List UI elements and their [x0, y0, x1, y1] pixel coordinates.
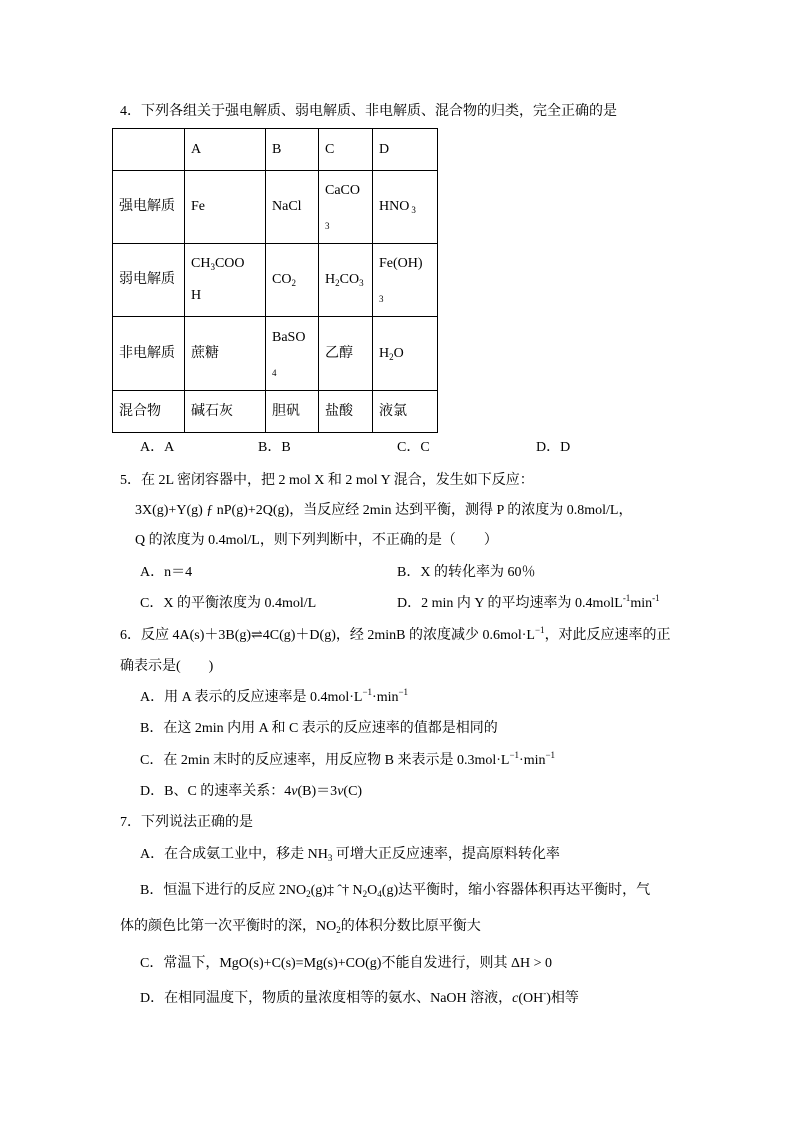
- text-segment: D．在相同温度下，物质的量浓度相等的氨水、NaOH 溶液，: [140, 991, 513, 1006]
- q7-option-c: C．常温下，MgO(s)+C(s)=Mg(s)+CO(g)不能自发进行，则其 ΔH > 0: [140, 956, 552, 971]
- q6-option-a: [140, 688, 408, 708]
- formula-subscript: 3: [379, 294, 384, 304]
- superscript: -1: [652, 593, 660, 603]
- cell-strong-d: [373, 171, 438, 244]
- formula-text: H: [325, 272, 336, 287]
- formula-text: 乙醇: [325, 345, 353, 361]
- row-label-non-electrolyte: 非电解质: [113, 317, 185, 391]
- superscript: −1: [545, 750, 556, 760]
- formula-text: 蔗糖: [191, 345, 219, 361]
- q6-option-b: B．在这 2min 内用 A 和 C 表示的反应速率的值都是相同的: [140, 721, 498, 736]
- formula-text: 胆矾: [272, 403, 300, 419]
- superscript: -: [543, 988, 547, 998]
- q5-stem-line2: 3X(g)+Y(g) ƒ nP(g)+2Q(g)，当反应经 2min 达到平衡，测得 P 的浓度为 0.8mol/L，: [135, 503, 633, 518]
- cell-mix-b: [266, 391, 319, 433]
- q7-option-b-line1: [140, 881, 650, 901]
- q5-stem-line3: Q 的浓度为 0.4mol/L，则下列判断中，不正确的是（ ）: [135, 533, 498, 548]
- text-segment: (C): [343, 784, 363, 799]
- formula-text: CH: [191, 256, 211, 271]
- cell-weak-b: [266, 244, 319, 317]
- q6-stem-line1: [120, 626, 671, 646]
- text-segment: 体的颜色比第一次平衡时的深，NO: [120, 919, 337, 934]
- subscript: 2: [362, 889, 368, 899]
- q6-option-d: [140, 782, 362, 802]
- table-row-weak-electrolyte: [113, 244, 438, 317]
- q5-option-a: A．n＝4: [140, 565, 193, 580]
- cell-strong-a: [185, 171, 266, 244]
- superscript: −1: [534, 625, 545, 635]
- row-label-weak-electrolyte: 弱电解质: [113, 244, 185, 317]
- q4-option-b: B．B: [258, 440, 291, 455]
- text-segment: (g)‡ ˆ† N: [310, 883, 363, 898]
- formula-text: 液氯: [379, 403, 407, 419]
- formula-subscript: 3: [359, 278, 364, 288]
- q7-option-a: [140, 845, 560, 865]
- italic-variable: v: [291, 784, 298, 799]
- formula-subscript: 3: [411, 205, 416, 215]
- row-label-strong-electrolyte: 强电解质: [113, 171, 185, 244]
- formula-text: 盐酸: [325, 403, 353, 419]
- cell-weak-d: [373, 244, 438, 317]
- table-row-non-electrolyte: [113, 317, 438, 391]
- q7-option-d: [140, 989, 579, 1009]
- table-header-d: D: [373, 129, 438, 171]
- table-row-mixture: [113, 391, 438, 433]
- cell-mix-c: [319, 391, 373, 433]
- cell-non-d: [373, 317, 438, 391]
- cell-non-b: [266, 317, 319, 391]
- cell-weak-a: [185, 244, 266, 317]
- text-segment: min: [630, 596, 653, 611]
- text-segment: (g)达平衡时，缩小容器体积再达平衡时，气: [381, 883, 651, 898]
- text-segment: A．在合成氨工业中，移走 NH: [140, 847, 328, 862]
- formula-text: CO: [339, 272, 360, 287]
- subscript: 2: [306, 889, 311, 899]
- formula-text: O: [393, 345, 404, 361]
- cell-non-a: [185, 317, 266, 391]
- formula-subscript: 3: [325, 221, 330, 231]
- superscript: -1: [622, 593, 631, 603]
- table-header-c: C: [319, 129, 373, 171]
- text-segment: )相等: [546, 991, 579, 1006]
- formula-text: H: [191, 288, 202, 303]
- cell-non-c: [319, 317, 373, 391]
- table-corner-cell: [113, 129, 185, 171]
- cell-mix-d: [373, 391, 438, 433]
- superscript: −1: [362, 687, 373, 697]
- text-segment: B．恒温下进行的反应 2NO: [140, 883, 307, 898]
- text-segment: ·min: [372, 690, 399, 705]
- row-label-mixture: 混合物: [113, 391, 185, 433]
- table-header-row: [113, 129, 438, 171]
- q7-option-b-line2: [120, 917, 481, 937]
- formula-text: Fe(OH): [379, 256, 423, 271]
- text-segment: D．B、C 的速率关系：4: [140, 784, 292, 799]
- text-segment: (OH: [518, 991, 544, 1006]
- q4-option-c: C．C: [397, 440, 430, 455]
- superscript: −1: [398, 687, 409, 697]
- formula-subscript: 2: [389, 351, 394, 362]
- formula-subscript: 2: [335, 278, 340, 288]
- cell-weak-c: [319, 244, 373, 317]
- table-row-strong-electrolyte: [113, 171, 438, 244]
- italic-variable: c: [512, 991, 519, 1006]
- table-header-a: A: [185, 129, 266, 171]
- formula-text: HNO: [379, 199, 410, 214]
- subscript: 3: [327, 853, 333, 863]
- formula-text: NaCl: [272, 199, 302, 214]
- q4-option-d: D．D: [536, 440, 571, 455]
- cell-mix-a: [185, 391, 266, 433]
- subscript: 2: [336, 925, 341, 935]
- cell-strong-c: [319, 171, 373, 244]
- formula-text: H: [379, 345, 390, 361]
- text-segment: (B)＝3: [297, 784, 338, 799]
- q5-option-d: [397, 594, 660, 614]
- text-segment: ·min: [519, 753, 546, 768]
- formula-text: COO: [214, 256, 245, 271]
- q5-option-c: C．X 的平衡浓度为 0.4mol/L: [140, 596, 317, 611]
- classification-table: [112, 128, 438, 433]
- q6-option-c: [140, 751, 555, 771]
- text-segment: ，对此反应速率的正: [544, 628, 671, 643]
- superscript: −1: [509, 750, 520, 760]
- formula-text: 碱石灰: [191, 403, 233, 419]
- table-header-b: B: [266, 129, 319, 171]
- text-segment: O: [367, 883, 378, 898]
- formula-text: CaCO: [325, 183, 360, 198]
- q4-option-a: A．A: [140, 440, 175, 455]
- text-segment: A．用 A 表示的反应速率是 0.4mol·L: [140, 690, 363, 705]
- text-segment: C．在 2min 末时的反应速率，用反应物 B 来表示是 0.3mol·L: [140, 753, 510, 768]
- formula-text: CO: [272, 272, 292, 287]
- text-segment: 可增大正反应速率，提高原料转化率: [332, 847, 560, 862]
- q4-stem: 4．下列各组关于强电解质、弱电解质、非电解质、混合物的归类，完全正确的是: [120, 104, 617, 119]
- text-segment: D．2 min 内 Y 的平均速率为 0.4molL: [397, 596, 623, 611]
- q5-stem-line1: 5．在 2L 密闭容器中，把 2 mol X 和 2 mol Y 混合，发生如下反应：: [120, 473, 534, 488]
- formula-text: BaSO: [272, 329, 306, 345]
- text-segment: 6．反应 4A(s)＋3B(g)⇌4C(g)＋D(g)，经 2minB 的浓度减少 0.6mol·L: [120, 628, 535, 643]
- text-segment: 的体积分数比原平衡大: [340, 919, 481, 934]
- q7-stem: 7．下列说法正确的是: [120, 815, 253, 830]
- q6-stem-line2: 确表示是( ): [120, 659, 214, 674]
- q5-option-b: B．X 的转化率为 60％: [397, 565, 536, 580]
- cell-strong-b: [266, 171, 319, 244]
- subscript: 4: [377, 889, 382, 899]
- formula-subscript: 3: [210, 262, 215, 272]
- formula-text: Fe: [191, 199, 205, 214]
- formula-subscript: 4: [272, 367, 277, 378]
- italic-variable: v: [337, 784, 344, 799]
- formula-subscript: 2: [291, 278, 296, 288]
